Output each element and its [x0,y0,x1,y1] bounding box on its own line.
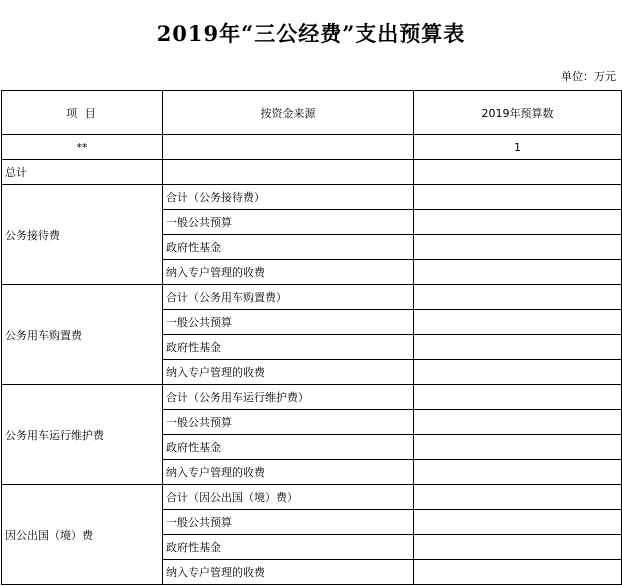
header-budget-2019: 2019年预算数 [414,91,622,135]
funding-source-cell: 合计（公务接待费） [163,185,414,210]
budget-value-cell [414,235,622,260]
budget-value-cell [414,435,622,460]
table-row [2,185,622,210]
funding-source-cell: 政府性基金 [163,535,414,560]
funding-source-cell: 纳入专户管理的收费 [163,260,414,285]
budget-value-cell [414,185,622,210]
funding-source-cell: 纳入专户管理的收费 [163,560,414,585]
funding-source-cell: 一般公共预算 [163,210,414,235]
expense-category: 公务用车运行维护费 [2,385,163,485]
funding-source-cell: 政府性基金 [163,235,414,260]
funding-source-cell: 合计（公务用车运行维护费） [163,385,414,410]
budget-value-cell [414,535,622,560]
budget-value-cell [414,410,622,435]
table-row [2,385,622,410]
index-cell [163,135,414,160]
budget-value-cell [414,310,622,335]
funding-source-cell: 政府性基金 [163,435,414,460]
budget-table [1,90,622,585]
index-cell: ** [2,135,163,160]
table-row [2,485,622,510]
header-item: 项 目 [2,91,163,135]
table-row [2,285,622,310]
total-label: 总计 [2,160,163,185]
expense-category: 因公出国（境）费 [2,485,163,585]
funding-source-cell: 纳入专户管理的收费 [163,360,414,385]
funding-source-cell: 合计（公务用车购置费） [163,285,414,310]
funding-source-cell: 合计（因公出国（境）费） [163,485,414,510]
expense-category: 公务接待费 [2,185,163,285]
page-title: 2019年“三公经费”支出预算表 [156,21,466,46]
total-value [414,160,622,185]
budget-value-cell [414,260,622,285]
budget-value-cell [414,385,622,410]
budget-value-cell [414,285,622,310]
table-header-row [2,91,622,135]
funding-source-cell: 一般公共预算 [163,410,414,435]
unit-label: 单位：万元 [561,70,616,83]
budget-value-cell [414,510,622,535]
total-row [2,160,622,185]
budget-value-cell [414,210,622,235]
funding-source-cell: 政府性基金 [163,335,414,360]
budget-value-cell [414,460,622,485]
funding-source-cell: 纳入专户管理的收费 [163,460,414,485]
budget-value-cell [414,560,622,585]
budget-value-cell [414,335,622,360]
index-cell: 1 [414,135,622,160]
index-row [2,135,622,160]
budget-value-cell [414,485,622,510]
funding-source-cell: 一般公共预算 [163,510,414,535]
expense-category: 公务用车购置费 [2,285,163,385]
funding-source-cell: 一般公共预算 [163,310,414,335]
total-source [163,160,414,185]
budget-value-cell [414,360,622,385]
header-funding-source: 按资金来源 [163,91,414,135]
